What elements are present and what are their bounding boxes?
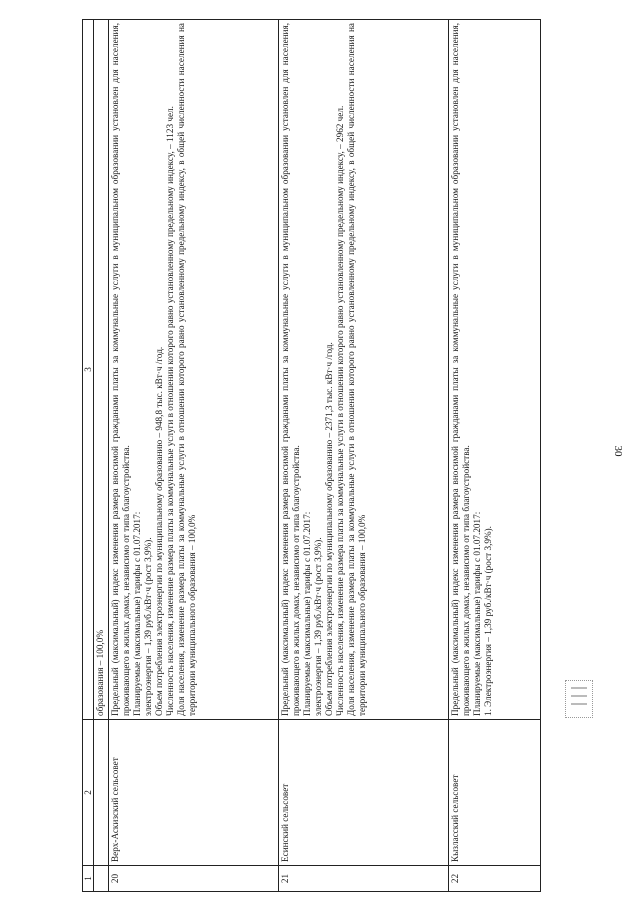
rotated-page bbox=[82, 20, 540, 892]
header-col-2: 2 bbox=[83, 720, 94, 866]
table-row bbox=[449, 20, 541, 892]
table-row-continued bbox=[94, 20, 109, 892]
desc-line: Объем потребления электроэнергии по муниципальному образованию – 948,8 тыс. кВт·ч /год. bbox=[154, 346, 164, 716]
table-header-row bbox=[83, 20, 94, 892]
row-number bbox=[94, 866, 109, 892]
page-number: 30 bbox=[612, 445, 624, 457]
desc-line: Планируемые (максимальные) тарифы с 01.07.2017: bbox=[472, 511, 482, 716]
table-row bbox=[109, 20, 279, 892]
desc-line: Объем потребления электроэнергии по муниципальному образованию – 2371,3 тыс. кВт·ч /год. bbox=[324, 342, 334, 716]
header-col-1: 1 bbox=[83, 866, 94, 892]
row-description bbox=[279, 20, 449, 720]
table-row bbox=[279, 20, 449, 892]
desc-line: Предельный (максимальный) индекс изменения размера вносимой гражданами платы за коммунальные услуги в муниципальном образовании установлен для населения, проживающего в жилых домах, независимо от типа благоустройства. bbox=[280, 23, 301, 716]
desc-line: электроэнергия – 1,39 руб./кВт·ч (рост 3,9%). bbox=[313, 537, 323, 716]
desc-line: Предельный (максимальный) индекс изменения размера вносимой гражданами платы за коммунальные услуги в муниципальном образовании установлен для населения, проживающего в жилых домах, независимо от типа благоустройства. bbox=[110, 23, 131, 716]
desc-line: Доля населения, изменение размера платы за коммунальные услуги в отношении которого равно установленному предельному индексу, в общей численности населения на территории муниципального образования – 100,0% bbox=[176, 23, 197, 716]
row-number: 20 bbox=[109, 866, 279, 892]
desc-line: Доля населения, изменение размера платы за коммунальные услуги в отношении которого равно установленному предельному индексу, в общей численности населения на территории муниципального образования – 100,0% bbox=[346, 23, 367, 716]
desc-line: Планируемые (максимальные) тарифы с 01.07.2017: bbox=[132, 511, 142, 716]
row-municipality: Есинский сельсовет bbox=[279, 720, 449, 866]
row-municipality bbox=[94, 720, 109, 866]
row-municipality: Верх-Аскизский сельсовет bbox=[109, 720, 279, 866]
row-number: 22 bbox=[449, 866, 541, 892]
desc-line: Численность населения, изменение размера платы за коммунальные услуги в отношении которого равно установленному предельному индексу, – 2962 чел. bbox=[335, 105, 345, 716]
row-municipality: Кызласский сельсовет bbox=[449, 720, 541, 866]
row-description bbox=[449, 20, 541, 720]
desc-line: Численность населения, изменение размера платы за коммунальные услуги в отношении которого равно установленному предельному индексу, – 1123 чел. bbox=[165, 106, 175, 716]
row-number: 21 bbox=[279, 866, 449, 892]
row-description bbox=[109, 20, 279, 720]
desc-line: Планируемые (максимальные) тарифы с 01.07.2017: bbox=[302, 511, 312, 716]
desc-line: Предельный (максимальный) индекс изменения размера вносимой гражданами платы за коммунальные услуги в муниципальном образовании установлен для населения, проживающего в жилых домах, независимо от типа благоустройства. bbox=[450, 23, 471, 716]
desc-line: электроэнергия – 1,39 руб./кВт·ч (рост 3,9%). bbox=[143, 537, 153, 716]
stamp-mark bbox=[565, 680, 593, 718]
header-col-3: 3 bbox=[83, 20, 94, 720]
desc-line: 1. Электроэнергия – 1,39 руб./кВт·ч (рост 3,9%). bbox=[483, 526, 493, 716]
row-description: образования – 100,0% bbox=[94, 20, 109, 720]
tariff-table bbox=[82, 19, 541, 892]
